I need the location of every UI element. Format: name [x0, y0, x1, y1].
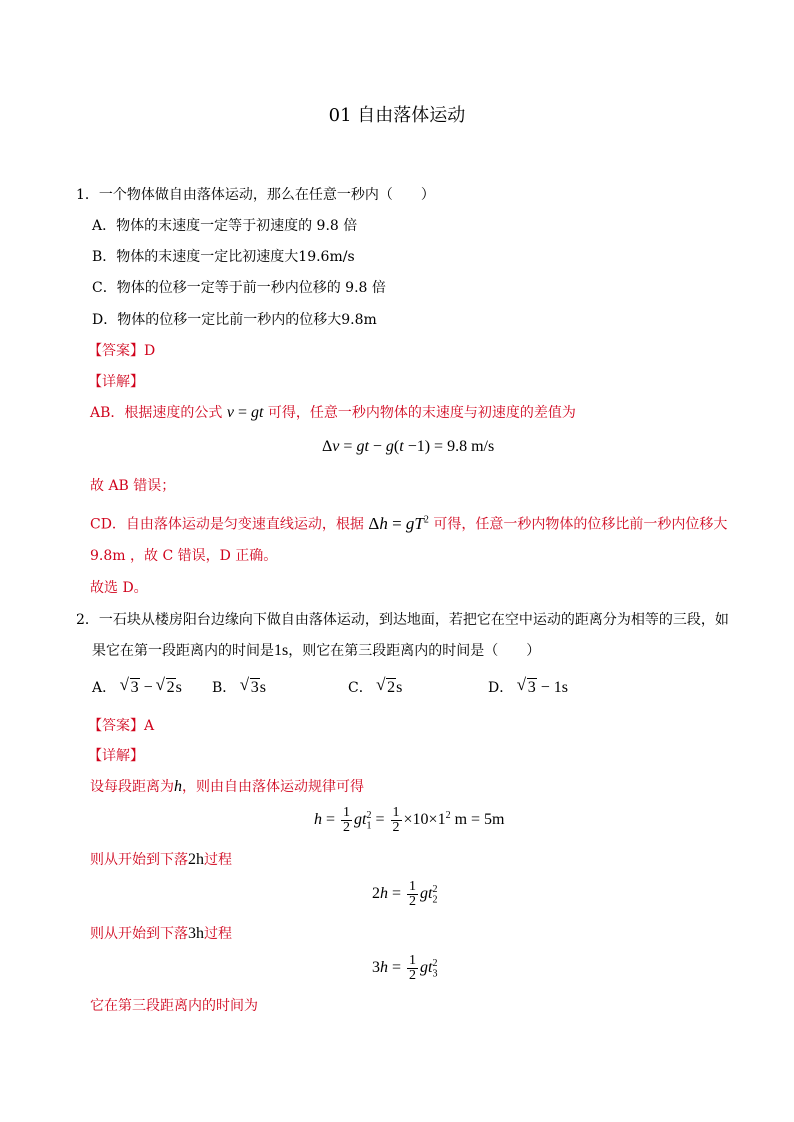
page-title: 01 自由落体运动	[328, 105, 466, 126]
question-2-answer: 【答案】A	[88, 718, 155, 734]
step-1-pre: 设每段距离为	[90, 779, 174, 795]
question-1-stem: 1．一个物体做自由落体运动，那么在任意一秒内（ ）	[76, 187, 435, 203]
cd-post-text: 可得，任意一秒内物体的位移比前一秒内位移大	[433, 516, 728, 533]
option-b-letter: B．	[212, 680, 237, 696]
question-1-choice: 故选 D。	[90, 580, 148, 596]
step-3-post: 过程	[204, 926, 232, 942]
time-value: 1s	[274, 642, 289, 659]
question-2-option-a: A． √ 3 − √ 2s	[92, 678, 182, 698]
delta-v-equation: Δv = gt − g(t −1) = 9.8 m/s	[322, 438, 495, 455]
height-equation: h = $\frac{1}{2}$ $gt_1^2$ = $\frac{1}{2}$ $\times 10\times 1^2$ m = 5m	[314, 805, 505, 835]
stem-line-2-pre: 果它在第一段距离内的时间是	[92, 643, 274, 659]
question-2-stem-line-2	[92, 641, 540, 661]
question-1-option-c: C．物体的位移一定等于前一秒内位移的 9.8 倍	[92, 280, 386, 296]
velocity-formula: v = gt	[226, 404, 264, 421]
question-1-cd-line	[90, 510, 727, 535]
option-d-letter: D．	[488, 680, 514, 696]
question-1-detail-label: 【详解】	[88, 374, 144, 390]
step-2-pre: 则从开始到下落	[90, 852, 188, 868]
ab-post-text: 可得，任意一秒内物体的末速度与初速度的差值为	[267, 405, 576, 421]
three-h-equation: 3h = $\frac{1}{2}$ $gt_3^2$	[372, 953, 438, 983]
step-1-var: h	[174, 778, 182, 795]
option-c-letter: C．	[348, 680, 373, 696]
question-2-detail-label: 【详解】	[88, 748, 144, 764]
option-a-letter: A．	[92, 680, 117, 696]
question-2-step-3	[90, 924, 232, 944]
question-2-step-2	[90, 850, 232, 870]
question-1-ab-line	[90, 403, 576, 423]
two-h-equation: 2h = $\frac{1}{2}$ $gt_2^2$	[372, 879, 438, 909]
question-2-option-b: B． √ 3s	[212, 678, 266, 698]
step-2-var: 2h	[188, 851, 204, 868]
question-2-option-c: C． √ 2s	[348, 678, 402, 698]
question-1-option-a: A．物体的末速度一定等于初速度的 9.8 倍	[92, 218, 358, 234]
displacement-difference-formula: $\Delta h = gT^2$	[368, 513, 429, 533]
question-1-cd-line-2: 9.8m ，故 C 错误，D 正确。	[90, 548, 278, 564]
question-1-option-b: B．物体的末速度一定比初速度大19.6m/s	[92, 249, 355, 265]
question-1-answer: 【答案】D	[88, 343, 156, 359]
cd-pre-text: CD．自由落体运动是匀变速直线运动，根据	[90, 516, 364, 533]
step-3-var: 3h	[188, 925, 204, 942]
ab-pre-text: AB．根据速度的公式	[90, 405, 223, 421]
question-1-ab-conclusion: 故 AB 错误；	[90, 478, 176, 494]
question-1-option-d: D．物体的位移一定比前一秒内的位移大9.8m	[92, 312, 377, 328]
question-2-option-d: D． √ 3 − 1s	[488, 678, 568, 698]
stem-line-2-post: ，则它在第三段距离内的时间是（ ）	[288, 643, 541, 659]
step-3-pre: 则从开始到下落	[90, 926, 188, 942]
question-2-step-4: 它在第三段距离内的时间为	[90, 998, 258, 1014]
step-2-post: 过程	[204, 852, 232, 868]
question-2-stem-line-1: 2．一石块从楼房阳台边缘向下做自由落体运动，到达地面，若把它在空中运动的距离分为相等的三段，如	[76, 612, 729, 628]
step-1-post: ，则由自由落体运动规律可得	[182, 779, 364, 795]
question-2-step-1	[90, 777, 364, 797]
